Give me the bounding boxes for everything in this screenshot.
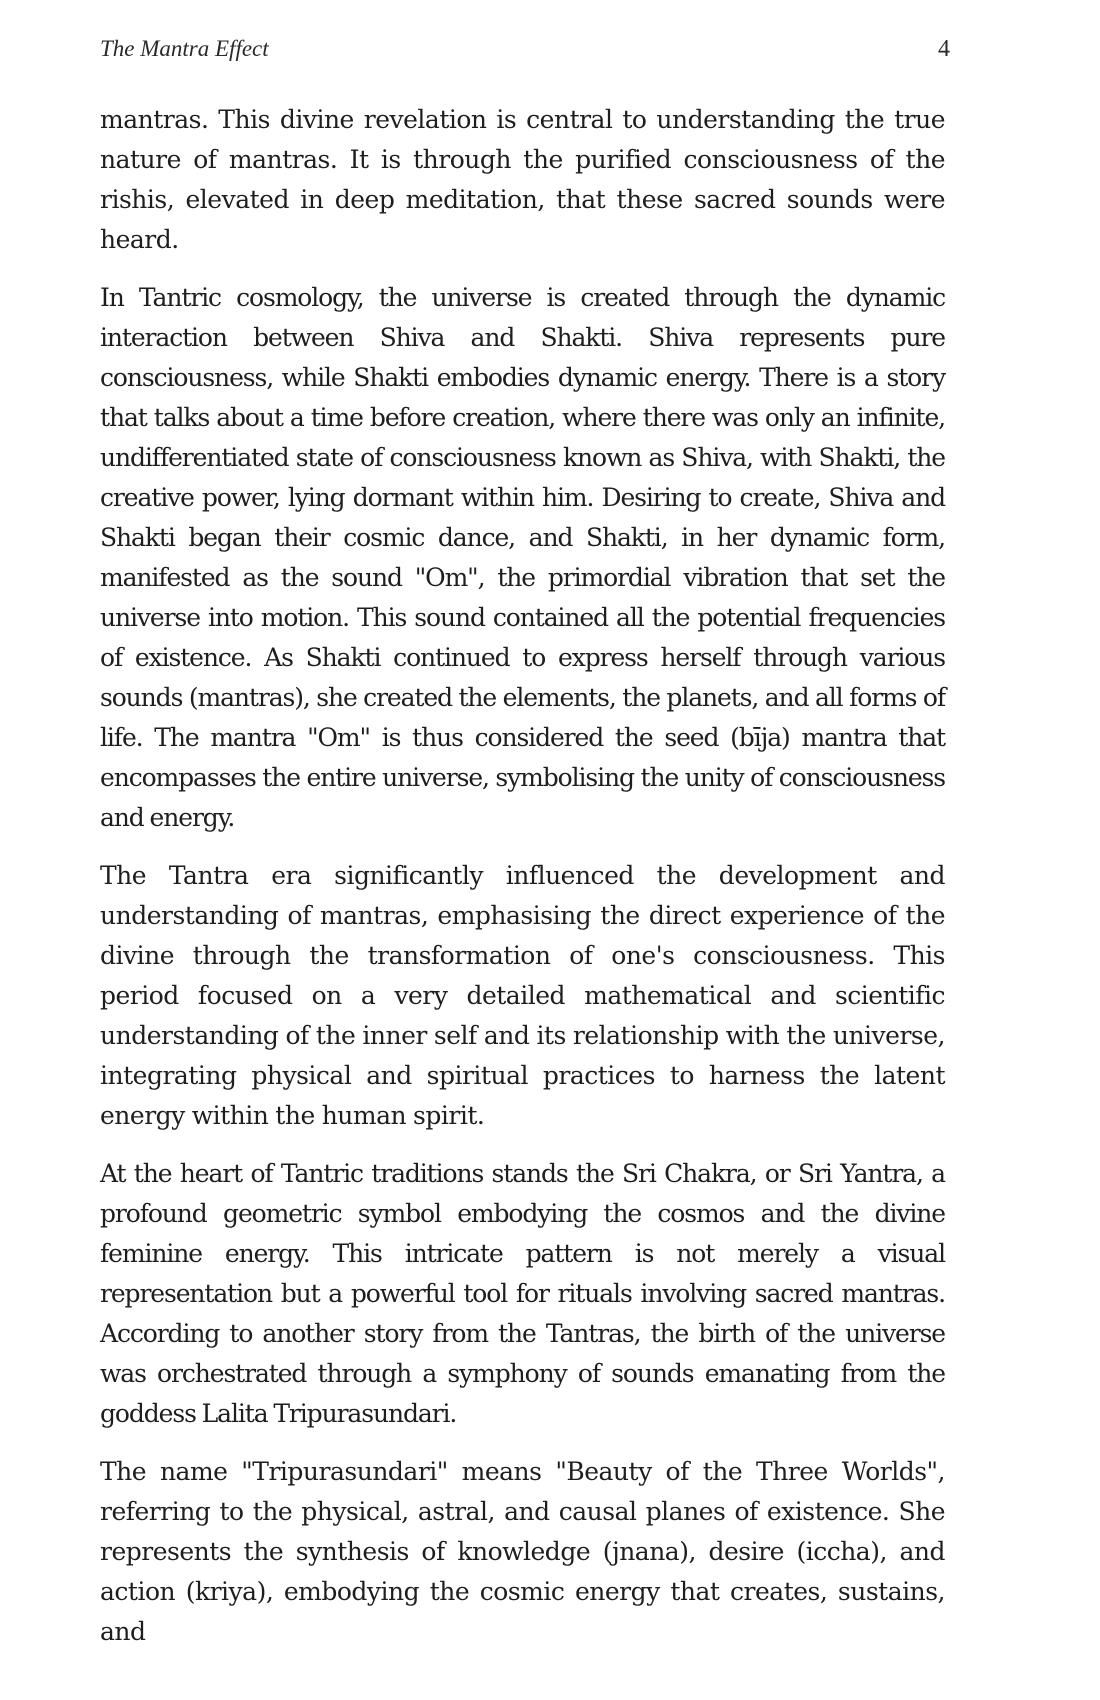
paragraph-4: At the heart of Tantric traditions stands the Sri Chakra, or Sri Yantra, a profound geometric symbol embodying the cosmos and the divine feminine energy. This intricate pattern is not merely a visual representation but a powerful tool for rituals involving sacred mantras. According to another story from the Tantras, the birth of the universe was orchestrated through a symphony of sounds emanating from the goddess Lalita Tripurasundari.	[100, 1159, 945, 1428]
paragraph-2: In Tantric cosmology, the universe is created through the dynamic interaction between Shiva and Shakti. Shiva represents pure consciousness, while Shakti embodies dynamic energy. There is a story that talks about a time before creation, where there was only an infinite, undifferentiated state of consciousness known as Shiva, with Shakti, the creative power, lying dormant within him. Desiring to create, Shiva and Shakti began their cosmic dance, and Shakti, in her dynamic form, manifested as the sound "Om", the primordial vibration that set the universe into motion. This sound contained all the potential frequencies of existence. As Shakti continued to express herself through various sounds (mantras), she created the elements, the planets, and all forms of life. The mantra "Om" is thus considered the seed (bīja) mantra that encompasses the entire universe, symbolising the unity of consciousness and energy.	[100, 283, 945, 832]
book-title-header: The Mantra Effect	[100, 36, 269, 61]
paragraph-3: The Tantra era significantly influenced the development and understanding of mantras, emphasising the direct experience of the divine through the transformation of one's consciousness. This period focused on a very detailed mathematical and scientific understanding of the inner self and its relationship with the universe, integrating physical and spiritual practices to harness the latent energy within the human spirit.	[100, 861, 945, 1130]
paragraph-1: mantras. This divine revelation is central to understanding the true nature of mantras. It is through the purified consciousness of the rishis, elevated in deep meditation, that these sacred sounds were heard.	[100, 105, 945, 254]
body-text	[100, 100, 945, 1670]
page-number: 4	[938, 36, 950, 62]
running-header	[100, 36, 950, 70]
paragraph-5: The name "Tripurasundari" means "Beauty of the Three Worlds", referring to the physical, astral, and causal planes of existence. She represents the synthesis of knowledge (jnana), desire (iccha), and action (kriya), embodying the cosmic energy that creates, sustains, and	[100, 1457, 945, 1646]
